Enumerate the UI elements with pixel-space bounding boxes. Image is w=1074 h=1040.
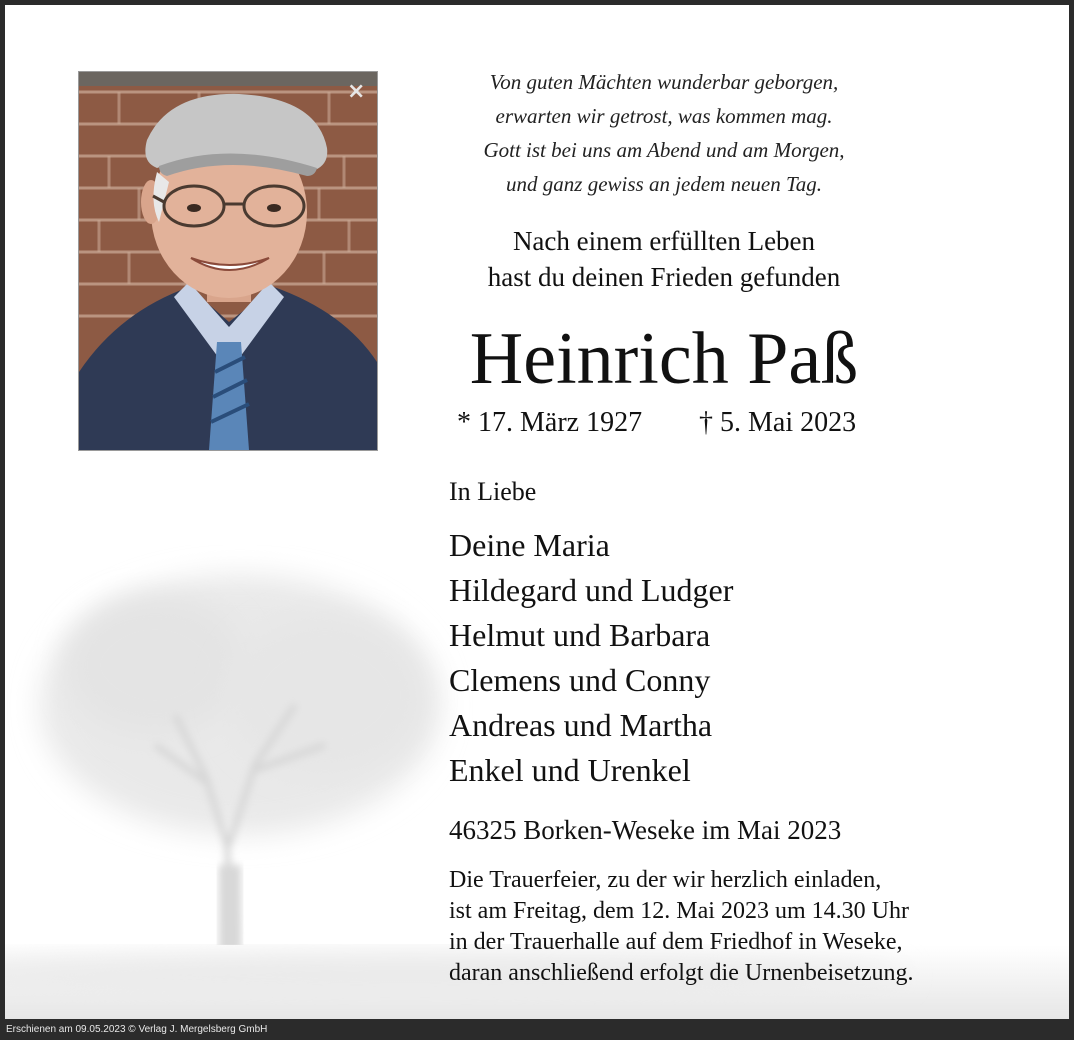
obituary-notice [5, 5, 1069, 1019]
in-liebe-label: In Liebe [449, 477, 537, 506]
funeral-line: in der Trauerhalle auf dem Friedhof in Weseke, [449, 929, 903, 955]
death-date: † 5. Mai 2023 [699, 407, 857, 438]
verse-text [385, 65, 943, 201]
verse-line: Von guten Mächten wunderbar geborgen, [489, 70, 839, 94]
portrait-photo [78, 71, 378, 451]
mourner-entry: Deine Maria [449, 527, 610, 563]
publication-footer [0, 1019, 1074, 1039]
verse-line: Gott ist bei uns am Abend und am Morgen, [483, 138, 845, 162]
intro-text [385, 223, 943, 295]
mourners-list [449, 523, 733, 793]
mourner-entry: Clemens und Conny [449, 662, 711, 698]
mourner-entry: Enkel und Urenkel [449, 752, 691, 788]
funeral-line: ist am Freitag, dem 12. Mai 2023 um 14.30 Uhr [449, 898, 909, 924]
mourner-entry: Andreas und Martha [449, 707, 713, 743]
funeral-line: daran anschließend erfolgt die Urnenbeisetzung. [449, 960, 914, 986]
verse-line: erwarten wir getrost, was kommen mag. [495, 104, 833, 128]
verse-line: und ganz gewiss an jedem neuen Tag. [506, 172, 822, 196]
mourner-entry: Helmut und Barbara [449, 617, 711, 653]
funeral-line: Die Trauerfeier, zu der wir herzlich einladen, [449, 867, 882, 893]
birth-date: * 17. März 1927 [457, 407, 643, 438]
footer-text: Erschienen am 09.05.2023 © Verlag J. Mergelsberg GmbH [6, 1024, 268, 1035]
intro-line: hast du deinen Frieden gefunden [487, 262, 841, 292]
mourner-entry: Hildegard und Ludger [449, 572, 734, 608]
funeral-info [449, 865, 913, 989]
intro-line: Nach einem erfüllten Leben [512, 226, 816, 256]
deceased-name: Heinrich Paß [469, 318, 859, 400]
place-date: 46325 Borken-Weseke im Mai 2023 [449, 815, 842, 845]
svg-text:×: × [347, 79, 366, 104]
